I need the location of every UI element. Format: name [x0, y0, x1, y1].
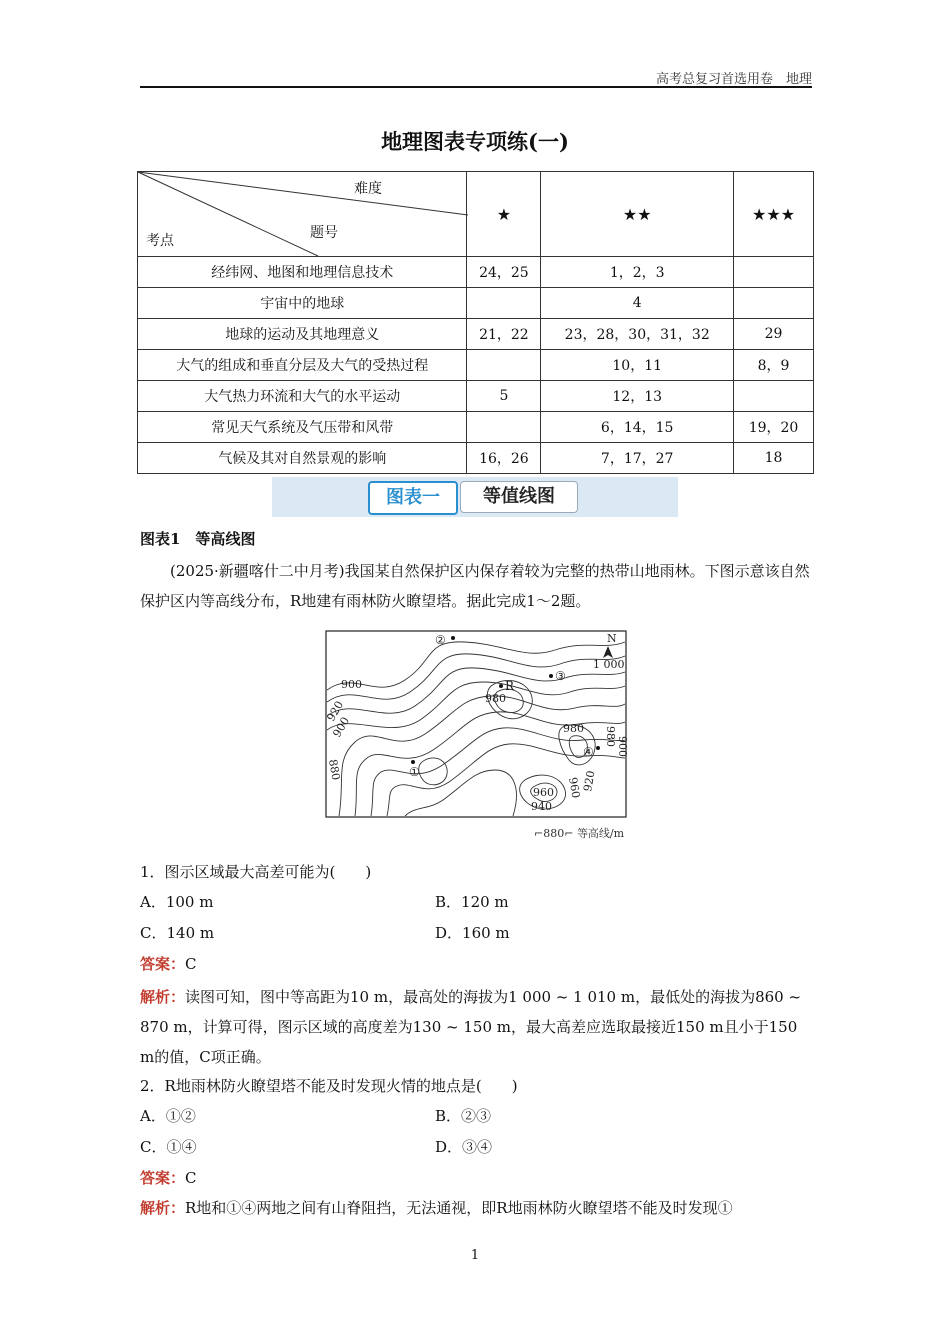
map-label-920b: 920 [581, 769, 598, 793]
map-point-4: ④ [583, 745, 594, 759]
q2-option-b: B．②③ [435, 1107, 492, 1125]
topic-cell: 大气的组成和垂直分层及大气的受热过程 [138, 350, 467, 381]
level-1-cell [467, 288, 541, 319]
answer-label: 答案： [140, 1169, 186, 1187]
diag-label-difficulty: 难度 [354, 181, 382, 197]
map-label-960b: 960 [566, 776, 583, 800]
table-row [138, 443, 814, 474]
answer-label: 答案： [140, 955, 186, 973]
level-3-cell [734, 257, 814, 288]
page-title: 地理图表专项练(一) [381, 129, 569, 154]
legend-text: 等高线/m [576, 827, 625, 840]
map-label-920: 920 [324, 698, 347, 724]
table-row [138, 381, 814, 412]
level-2-cell: 4 [541, 288, 734, 319]
level-2-header: ★★ [541, 172, 734, 257]
running-header: 高考总复习首选用卷 地理 [655, 72, 812, 87]
level-1-cell: 24，25 [467, 257, 541, 288]
page-number: 1 [470, 1248, 480, 1263]
q2-stem: 2．R地雨林防火瞭望塔不能及时发现火情的地点是( ) [140, 1077, 518, 1095]
q1-analysis [140, 982, 812, 1072]
map-point-1: ① [409, 765, 420, 779]
header-rule [140, 86, 812, 88]
answer-value: C [185, 1169, 197, 1187]
level-1-cell: 21，22 [467, 319, 541, 350]
level-2-cell: 6，14，15 [541, 412, 734, 443]
banner-title: 等值线图 [460, 481, 578, 513]
table-row [138, 412, 814, 443]
section-heading: 图表1 等高线图 [140, 530, 256, 548]
q1-option-c: C．140 m [140, 924, 215, 942]
table-row [138, 257, 814, 288]
level-2-cell: 23，28，30，31，32 [541, 319, 734, 350]
diagonal-lines [138, 172, 468, 256]
table-header-row [138, 172, 814, 257]
q1-option-d: D．160 m [435, 924, 510, 942]
answer-value: C [185, 955, 197, 973]
level-1-cell: 16，26 [467, 443, 541, 474]
map-label-900: 900 [341, 678, 362, 691]
map-label-940: 940 [531, 800, 552, 813]
level-1-header: ★ [467, 172, 541, 257]
q1-answer [140, 952, 812, 976]
topic-cell: 常见天气系统及气压带和风带 [138, 412, 467, 443]
level-2-cell: 7，17，27 [541, 443, 734, 474]
map-label-880: 880 [326, 758, 343, 782]
map-label-980b: 980 [563, 722, 584, 735]
q2-analysis [140, 1196, 812, 1220]
legend-value: 880 [543, 827, 565, 840]
section-banner [272, 477, 678, 517]
map-north-label: N [607, 632, 617, 645]
analysis-label: 解析： [140, 1199, 186, 1217]
level-3-cell: 8，9 [734, 350, 814, 381]
q2-option-d: D．③④ [435, 1138, 493, 1156]
map-point-R: R [505, 679, 515, 693]
map-label-900c: 900 [616, 736, 629, 757]
level-2-cell: 12，13 [541, 381, 734, 412]
q1-option-a: A．100 m [140, 893, 214, 911]
table-row [138, 350, 814, 381]
diag-label-topic: 考点 [146, 233, 174, 249]
banner-label: 图表一 [368, 481, 458, 515]
topic-cell: 气候及其对自然景观的影响 [138, 443, 467, 474]
level-2-cell: 1，2，3 [541, 257, 734, 288]
q1-stem: 1．图示区域最大高差可能为( ) [140, 863, 372, 881]
diagonal-header-cell [138, 172, 467, 257]
q1-option-b: B．120 m [435, 893, 509, 911]
map-label-980a: 980 [485, 692, 506, 705]
topic-cell: 地球的运动及其地理意义 [138, 319, 467, 350]
intro-paragraph: (2025·新疆喀什二中月考)我国某自然保护区内保存着较为完整的热带山地雨林。下图示意该自然保护区内等高线分布，R地建有雨林防火瞭望塔。据此完成1～2题。 [140, 562, 810, 610]
level-3-cell [734, 288, 814, 319]
topic-cell: 大气热力环流和大气的水平运动 [138, 381, 467, 412]
q2-option-c: C．①④ [140, 1138, 197, 1156]
map-label-1000: 1 000 [593, 658, 625, 671]
level-3-header: ★★★ [734, 172, 814, 257]
table-row [138, 288, 814, 319]
table-row [138, 319, 814, 350]
map-label-980c: 980 [604, 726, 617, 747]
q2-option-a: A．①② [140, 1107, 196, 1125]
index-table [137, 171, 814, 474]
level-3-cell [734, 381, 814, 412]
topic-cell: 经纬网、地图和地理信息技术 [138, 257, 467, 288]
q2-answer [140, 1166, 812, 1190]
level-1-cell [467, 412, 541, 443]
analysis-label: 解析： [140, 988, 186, 1006]
level-2-cell: 10，11 [541, 350, 734, 381]
map-point-2: ② [435, 633, 446, 647]
level-3-cell: 19，20 [734, 412, 814, 443]
level-1-cell: 5 [467, 381, 541, 412]
map-label-960a: 960 [533, 786, 554, 799]
map-label-900b: 900 [330, 714, 353, 740]
map-point-3: ③ [555, 669, 566, 683]
analysis-text: R地和①④两地之间有山脊阻挡，无法通视，即R地雨林防火瞭望塔不能及时发现① [185, 1199, 733, 1217]
legend-line-icon: ⌐ [534, 827, 544, 840]
diag-label-question: 题号 [310, 225, 338, 241]
level-3-cell: 18 [734, 443, 814, 474]
topic-cell: 宇宙中的地球 [138, 288, 467, 319]
level-3-cell: 29 [734, 319, 814, 350]
contour-map [325, 630, 627, 818]
analysis-text: 读图可知，图中等高距为10 m，最高处的海拔为1 000 ~ 1 010 m，最低处的海拔为860 ~ 870 m，计算可得，图示区域的高度差为130 ~ 150 m，最大高差应选取最接近150 m且小于150 m的值，C项正确。 [140, 988, 802, 1066]
level-1-cell [467, 350, 541, 381]
map-legend: ⌐880⌐ 等高线/m [534, 827, 625, 840]
